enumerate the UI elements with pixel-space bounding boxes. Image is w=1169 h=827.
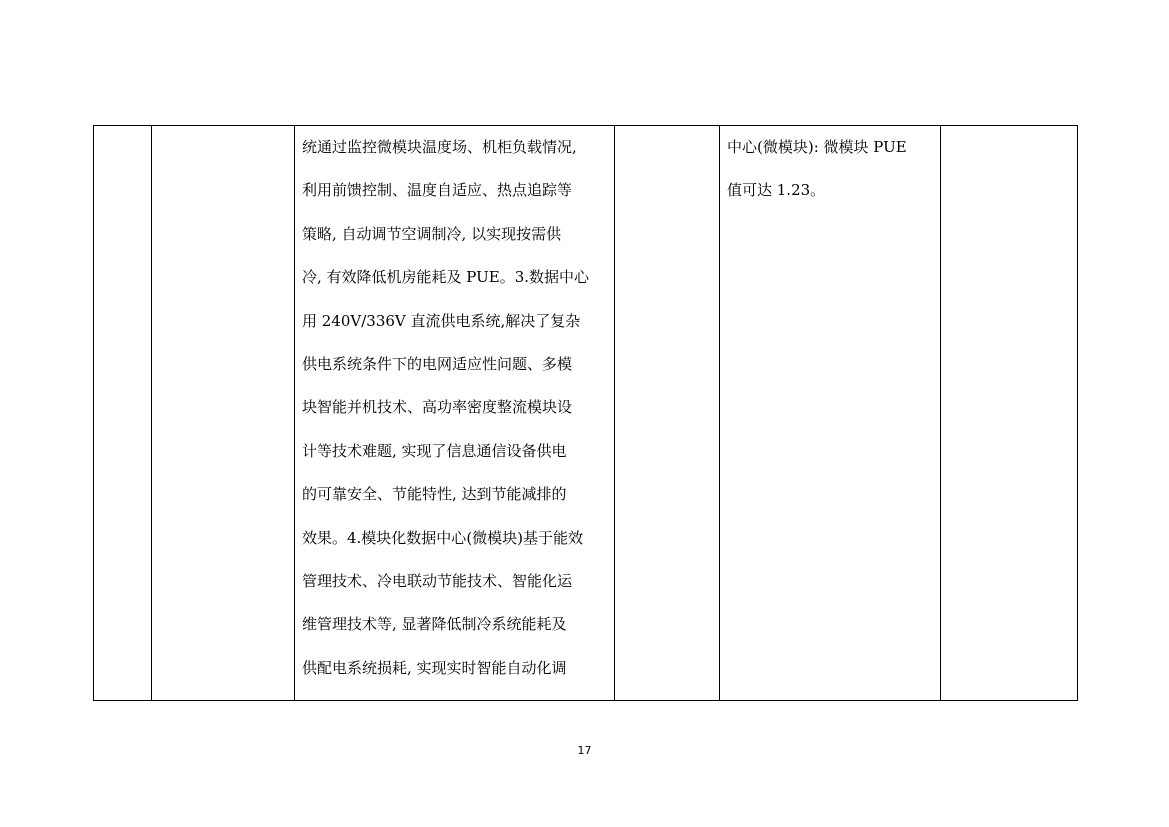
- text-line: 策略, 自动调节空调制冷, 以实现按需供: [302, 224, 562, 243]
- table-cell-index: [94, 126, 152, 701]
- table-cell-empty: [615, 126, 720, 701]
- text-line: 计等技术难题, 实现了信息通信设备供电: [302, 441, 567, 460]
- table-cell-description: [295, 126, 615, 701]
- document-table: [93, 125, 1078, 701]
- table-row: [94, 126, 1078, 701]
- result-text: [720, 126, 940, 223]
- text-line: 值可达 1.23。: [727, 181, 826, 200]
- page-number: 17: [577, 744, 592, 757]
- text-line: 供电系统条件下的电网适应性问题、多模: [302, 354, 573, 373]
- text-line: 效果。4.模块化数据中心(微模块)基于能效: [302, 528, 584, 547]
- table-cell-name: [152, 126, 295, 701]
- text-line: 中心(微模块): 微模块 PUE: [727, 138, 907, 156]
- text-line: 冷, 有效降低机房能耗及 PUE。3.数据中心: [302, 268, 590, 287]
- text-line: 统通过监控微模块温度场、机柜负载情况,: [302, 138, 577, 156]
- table-cell-result: [720, 126, 941, 701]
- text-line: 管理技术、冷电联动节能技术、智能化运: [302, 571, 573, 590]
- description-text: [295, 126, 614, 700]
- text-line: 的可靠安全、节能特性, 达到节能减排的: [302, 485, 567, 504]
- text-line: 供配电系统损耗, 实现实时智能自动化调: [302, 658, 567, 677]
- table-cell-remarks: [941, 126, 1078, 701]
- text-line: 块智能并机技术、高功率密度整流模块设: [302, 398, 573, 417]
- text-line: 用 240V/336V 直流供电系统,解决了复杂: [302, 311, 581, 330]
- text-line: 维管理技术等, 显著降低制冷系统能耗及: [302, 615, 567, 634]
- text-line: 利用前馈控制、温度自适应、热点追踪等: [302, 181, 573, 200]
